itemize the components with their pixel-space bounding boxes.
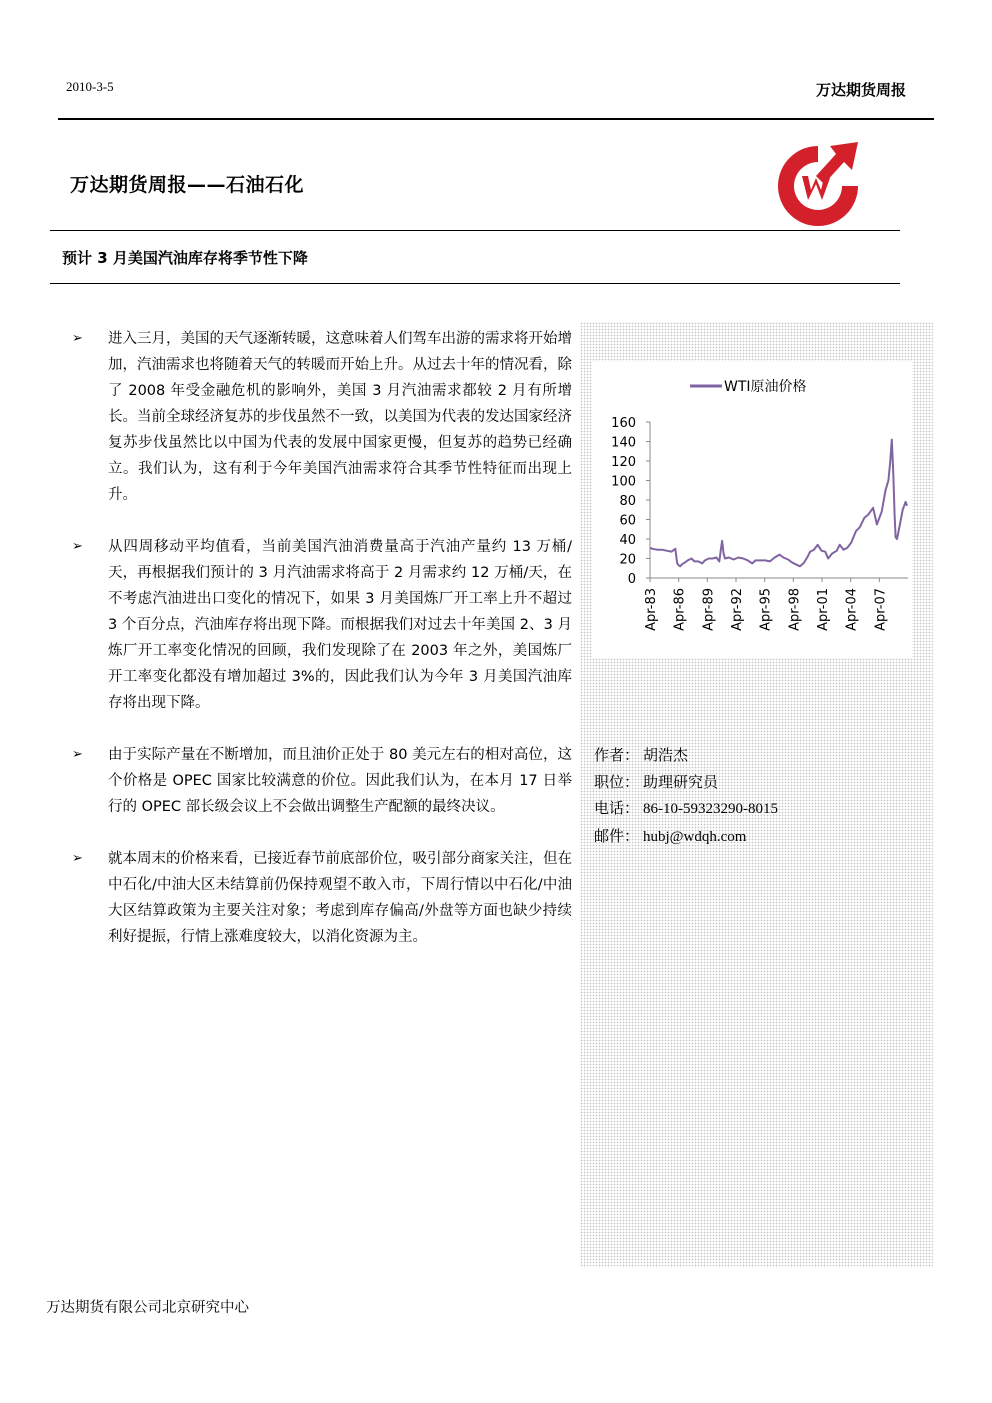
y-tick-label: 160 xyxy=(611,416,636,431)
y-tick-label: 100 xyxy=(611,474,636,490)
x-tick-label: Apr-83 xyxy=(644,588,659,631)
author-info xyxy=(594,742,778,850)
author-phone: 86-10-59323290-8015 xyxy=(643,801,778,817)
bullet-item xyxy=(72,534,572,716)
y-tick-label: 20 xyxy=(619,552,636,568)
wti-price-chart xyxy=(592,362,912,658)
bullet-list xyxy=(72,326,572,976)
y-tick-label: 0 xyxy=(627,572,636,587)
title-divider xyxy=(50,230,900,231)
bullet-arrow-icon: ➢ xyxy=(72,539,83,554)
header-brand: 万达期货周报 xyxy=(815,81,906,99)
report-date: 2010-3-5 xyxy=(66,79,114,94)
author-name-row xyxy=(594,742,778,769)
bullet-item xyxy=(72,742,572,820)
author-name-label: 作者： xyxy=(594,746,640,764)
y-tick-label: 60 xyxy=(619,513,636,529)
bullet-text: 由于实际产量在不断增加，而且油价正处于 80 美元左右的相对高位，这个价格是 OPEC 国家比较满意的价位。因此我们认为，在本月 17 日举行的 OPEC 部长级会议上不会做出调整生产配额的最终决议。 xyxy=(108,747,572,815)
header-divider xyxy=(58,118,934,120)
bullet-text: 从四周移动平均值看，当前美国汽油消费量高于汽油产量约 13 万桶/天，再根据我们预计的 3 月汽油需求将高于 2 月需求约 12 万桶/天，在不考虑汽油进出口变化的情况下，如果 3 月美国炼厂开工率上升不超过 3 个百分点，汽油库存将出现下降。而根据我们对过去十年美国 2、3 月炼厂开工率变化情况的回顾，我们发现除了在 2003 年之外，美国炼厂开工率变化都没有增加超过 3%的，因此我们认为今年 3 月美国汽油库存将出现下降。 xyxy=(108,539,572,711)
x-tick-label: Apr-89 xyxy=(701,588,717,631)
author-email-link[interactable]: hubj@wdqh.com xyxy=(643,828,747,845)
x-tick-label: Apr-86 xyxy=(672,588,688,631)
x-tick-label: Apr-01 xyxy=(816,588,831,631)
author-name: 胡浩杰 xyxy=(643,746,689,764)
x-tick-label: Apr-04 xyxy=(844,588,860,631)
x-tick-label: Apr-98 xyxy=(787,588,803,631)
series-line-wti xyxy=(650,440,907,567)
x-tick-label: Apr-07 xyxy=(873,588,889,631)
x-tick-label: Apr-95 xyxy=(758,588,774,631)
author-email-label: 邮件： xyxy=(594,826,640,845)
bullet-arrow-icon: ➢ xyxy=(72,851,83,866)
y-tick-label: 140 xyxy=(611,435,636,451)
x-tick-label: Apr-92 xyxy=(730,588,745,631)
author-phone-label: 电话： xyxy=(594,799,640,817)
author-title: 助理研究员 xyxy=(643,772,719,791)
company-logo-icon xyxy=(772,140,864,230)
page-title: 万达期货周报——石油石化 xyxy=(70,174,305,196)
bullet-arrow-icon: ➢ xyxy=(72,747,83,762)
bullet-text: 进入三月，美国的天气逐渐转暖，这意味着人们驾车出游的需求将开始增加，汽油需求也将随着天气的转暖而开始上升。从过去十年的情况看，除了 2008 年受金融危机的影响外，美国 3 月汽油需求都较 2 月有所增长。当前全球经济复苏的步伐虽然不一致，以美国为代表的发达国家经济复苏步伐虽然比以中国为代表的发展中国家更慢，但复苏的趋势已经确立。我们认为，这有利于今年美国汽油需求符合其季节性特征而出现上升。 xyxy=(108,331,572,503)
bullet-item xyxy=(72,326,572,508)
author-email-row xyxy=(594,823,778,851)
bullet-arrow-icon: ➢ xyxy=(72,331,83,346)
bullet-text: 就本周末的价格来看，已接近春节前底部价位，吸引部分商家关注，但在中石化/中油大区未结算前仍保持观望不敢入市，下周行情以中石化/中油大区结算政策为主要关注对象；考虑到库存偏高/外盘等方面也缺少持续利好提振，行情上涨难度较大，以消化资源为主。 xyxy=(108,851,572,945)
article-subtitle: 预计 3 月美国汽油库存将季节性下降 xyxy=(62,249,308,267)
footer-company: 万达期货有限公司北京研究中心 xyxy=(46,1300,249,1316)
y-tick-label: 120 xyxy=(611,455,636,470)
subtitle-divider xyxy=(50,283,900,284)
bullet-item xyxy=(72,846,572,950)
author-title-label: 职位： xyxy=(594,772,640,791)
author-phone-row xyxy=(594,795,778,823)
chart-canvas xyxy=(592,362,912,658)
legend-label: WTI原油价格 xyxy=(724,379,807,395)
y-tick-label: 80 xyxy=(619,494,636,509)
author-title-row xyxy=(594,769,778,796)
y-tick-label: 40 xyxy=(619,533,636,548)
